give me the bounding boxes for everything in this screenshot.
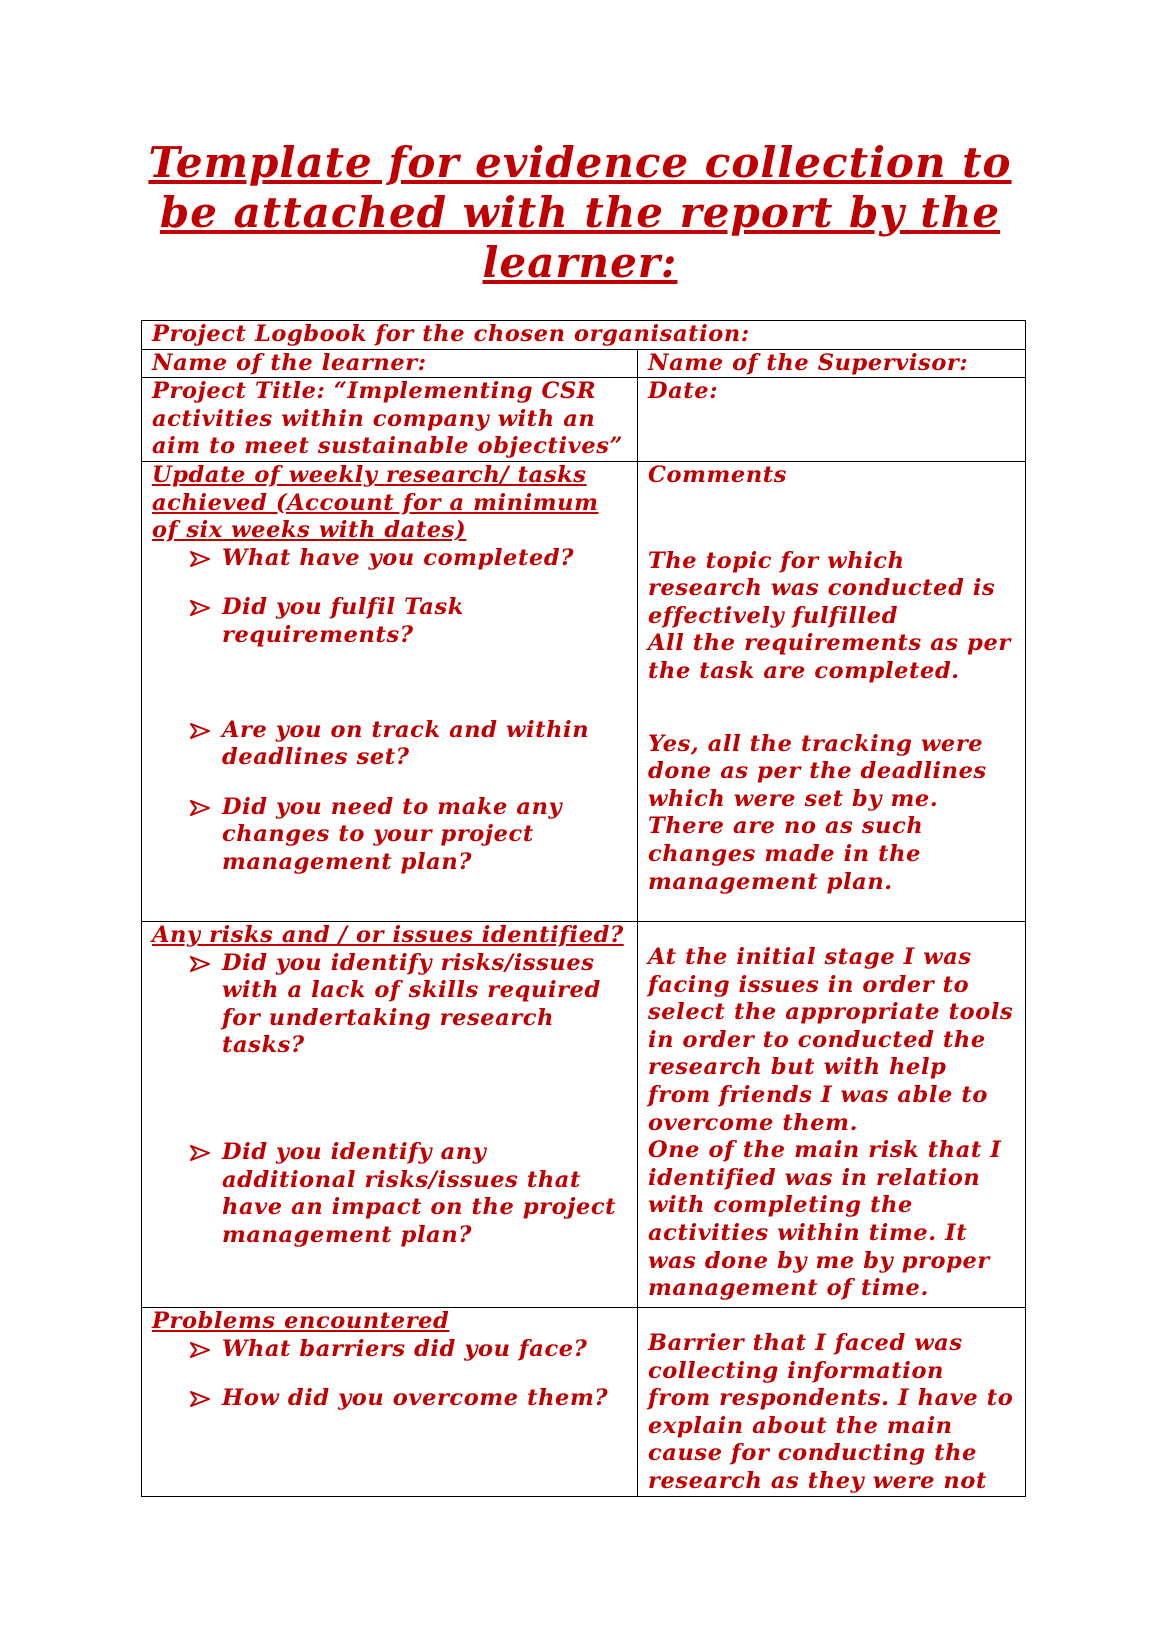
risks-question: Did you identify risks/issues with a lack of skills required for undertaking research tasks? xyxy=(222,949,601,1059)
table-row-names xyxy=(142,349,1026,378)
weekly-answer: The topic for which research was conducted is effectively fulfilled xyxy=(648,547,996,629)
weekly-questions-cell xyxy=(142,461,638,921)
weekly-question: What have you completed? xyxy=(222,544,574,571)
learner-name-cell xyxy=(142,349,638,378)
problems-question-list xyxy=(152,1336,627,1413)
list-item xyxy=(190,1336,627,1364)
weekly-answer: Yes, all the tracking were done as per the deadlines which were set by me. xyxy=(648,730,987,812)
logbook-header-cell xyxy=(142,321,1026,350)
risks-question: Did you identify any additional risks/issues that have an impact on the project management plan? xyxy=(222,1138,617,1248)
risks-question-list xyxy=(152,950,627,1250)
list-item xyxy=(190,950,627,1060)
arrow-bullet-icon xyxy=(190,1139,214,1161)
date-label: Date: xyxy=(648,378,719,405)
supervisor-name-cell xyxy=(638,349,1026,378)
table-row-risks xyxy=(142,921,1026,1307)
risks-questions-cell xyxy=(142,921,638,1307)
problems-answer: Barrier that I faced was collecting information from respondents. I have to explain about the main cause for conducting the research as they were not xyxy=(648,1329,1014,1494)
table-row-weekly xyxy=(142,461,1026,921)
table-row-header xyxy=(142,321,1026,350)
logbook-header: Project Logbook for the chosen organisation: xyxy=(152,321,750,347)
date-cell xyxy=(638,378,1026,462)
problems-question: What barriers did you face? xyxy=(222,1335,588,1362)
arrow-bullet-icon xyxy=(190,1336,214,1358)
risks-answer: At the initial stage I was facing issues in order to select the appropriate tools in order to conducted the research but with help from friends I was able to overcome them. xyxy=(648,943,1014,1136)
weekly-question: Did you fulfil Task requirements? xyxy=(222,594,464,648)
arrow-bullet-icon xyxy=(190,594,214,616)
risks-answer: One of the main risk that I identified was in relation with completing the activities within time. It was done by me by proper management of time. xyxy=(648,1137,1002,1302)
list-item xyxy=(190,717,627,772)
weekly-question: Did you need to make any changes to your project management plan? xyxy=(222,793,563,875)
weekly-question-list xyxy=(152,545,627,877)
project-title: Project Title: “Implementing CSR activities within company with an aim to meet sustainable objectives” xyxy=(152,378,624,460)
weekly-question: Are you on track and within deadlines set? xyxy=(222,716,590,771)
list-item xyxy=(190,1139,627,1249)
risks-heading: Any risks and / or issues identified? xyxy=(152,921,624,948)
weekly-comments-cell xyxy=(638,461,1026,921)
arrow-bullet-icon xyxy=(190,950,214,972)
comments-label: Comments xyxy=(648,461,788,488)
risks-answers-cell xyxy=(638,921,1026,1307)
list-item xyxy=(190,545,627,573)
problems-heading: Problems encountered xyxy=(152,1307,450,1334)
arrow-bullet-icon xyxy=(190,1385,214,1407)
weekly-answer: There are no as such changes made in the management plan. xyxy=(648,813,924,895)
page-title: Template for evidence collection to be attached with the report by the learner: xyxy=(148,138,1012,287)
list-item xyxy=(190,1385,627,1413)
table-row-problems xyxy=(142,1307,1026,1496)
arrow-bullet-icon xyxy=(190,717,214,739)
project-logbook-table xyxy=(141,320,1026,1497)
table-row-project xyxy=(142,378,1026,462)
problems-questions-cell xyxy=(142,1307,638,1496)
problems-answers-cell xyxy=(638,1307,1026,1496)
problems-question: How did you overcome them? xyxy=(222,1385,609,1412)
weekly-answer: All the requirements as per the task are completed. xyxy=(648,630,1011,684)
weekly-heading: Update of weekly research/ tasks achieved (Account for a minimum of six weeks with dates) xyxy=(152,461,599,544)
supervisor-name-label: Name of the Supervisor: xyxy=(648,349,969,376)
project-title-cell xyxy=(142,378,638,462)
list-item xyxy=(190,594,627,649)
learner-name-label: Name of the learner: xyxy=(152,349,427,376)
arrow-bullet-icon xyxy=(190,545,214,567)
arrow-bullet-icon xyxy=(190,794,214,816)
list-item xyxy=(190,794,627,877)
